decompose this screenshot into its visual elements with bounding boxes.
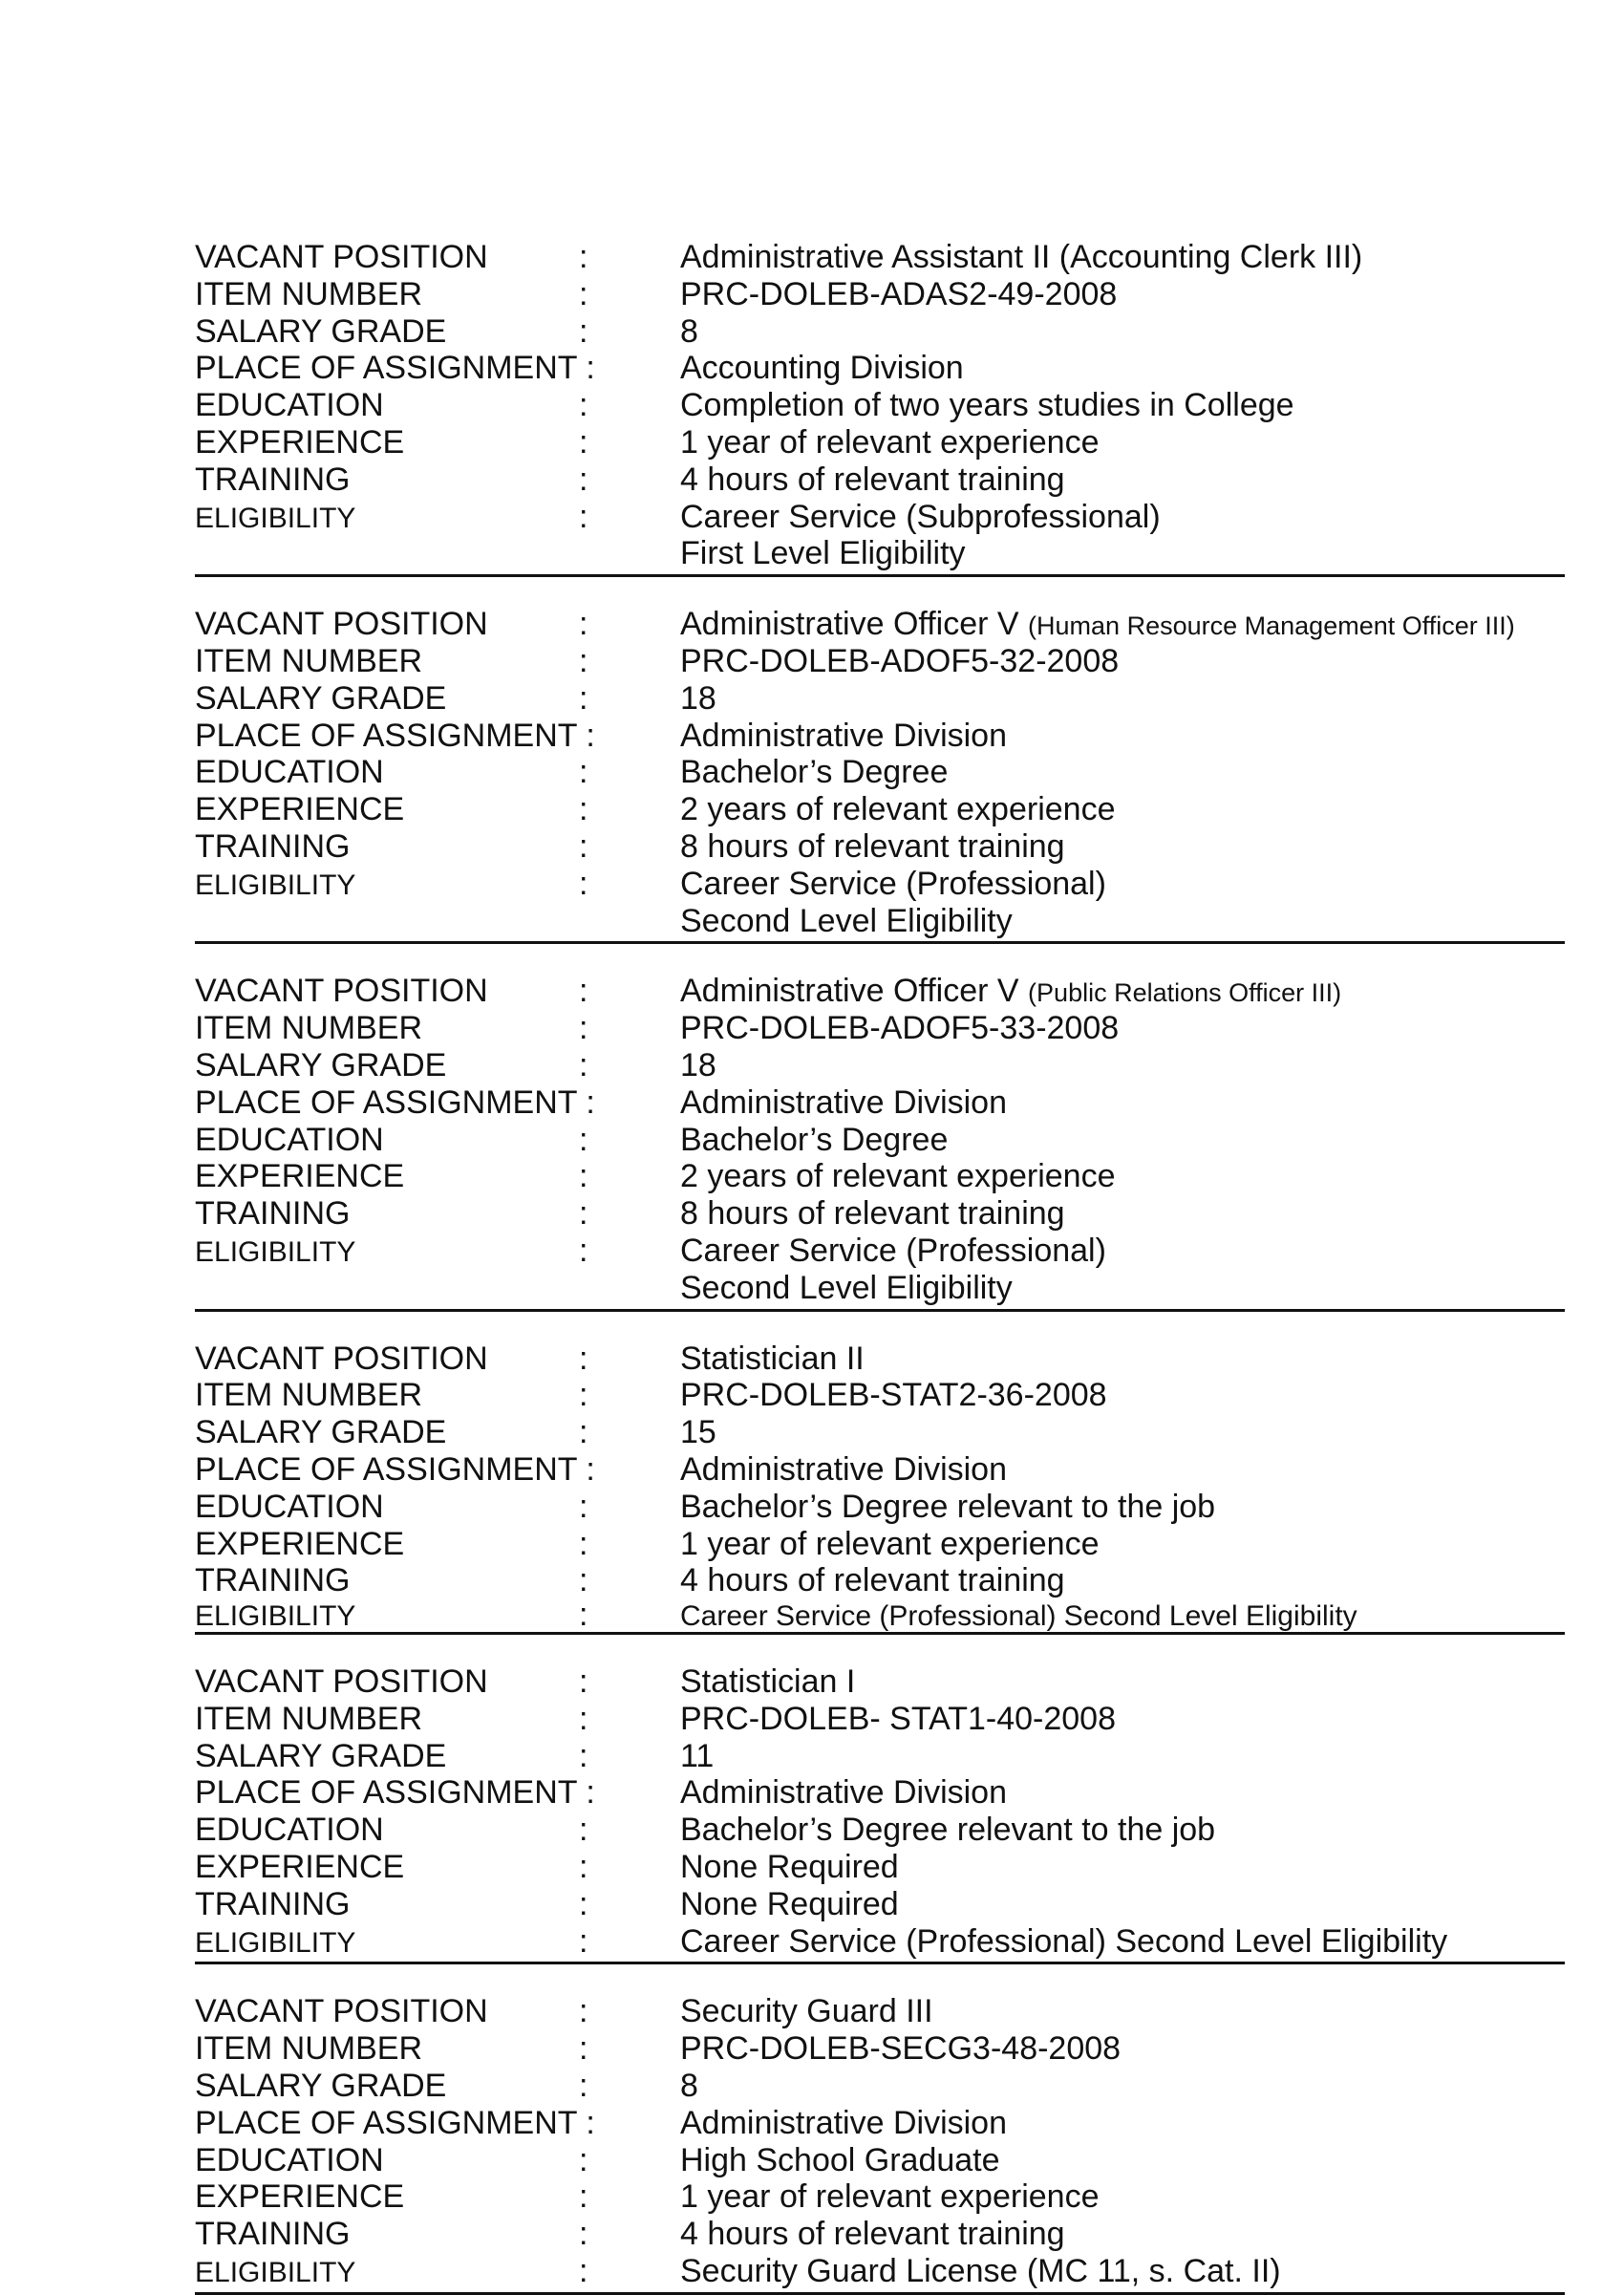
item-number-value: PRC-DOLEB- STAT1-40-2008 [680, 1700, 1116, 1737]
experience-value: 2 years of relevant experience [680, 791, 1116, 828]
vacancy-block [195, 239, 1565, 577]
training-label: TRAINING [195, 461, 351, 498]
education-label: EDUCATION [195, 387, 384, 424]
experience-value: 1 year of relevant experience [680, 423, 1100, 461]
separator: : [579, 387, 588, 424]
place-of-assignment-value: Administrative Division [680, 1774, 1007, 1812]
education-row [195, 387, 1565, 424]
separator: : [579, 1700, 588, 1737]
separator: : [579, 973, 588, 1010]
education-row [195, 1489, 1565, 1526]
training-value: 4 hours of relevant training [680, 1562, 1065, 1599]
place-of-assignment-value: Administrative Division [680, 1450, 1007, 1488]
salary-grade-row [195, 680, 1565, 718]
salary-grade-row [195, 1047, 1565, 1084]
education-row [195, 754, 1565, 791]
item-number-row [195, 2030, 1565, 2068]
item-number-value: PRC-DOLEB-ADOF5-33-2008 [680, 1010, 1120, 1047]
separator: : [579, 1562, 588, 1599]
place-of-assignment-label: PLACE OF ASSIGNMENT : [195, 2104, 595, 2141]
training-label: TRAINING [195, 2216, 351, 2253]
separator: : [579, 1525, 588, 1562]
salary-grade-value: 18 [680, 679, 716, 717]
vacant-position-label: VACANT POSITION [195, 1663, 488, 1701]
separator: : [579, 423, 588, 461]
salary-grade-value: 8 [680, 312, 698, 350]
eligibility-row [195, 2253, 1565, 2290]
eligibility-value-2: Second Level Eligibility [680, 902, 1013, 939]
vacancy-block [195, 1993, 1565, 2294]
vacant-position-label: VACANT POSITION [195, 606, 488, 643]
training-label: TRAINING [195, 1195, 351, 1233]
training-row [195, 1886, 1565, 1923]
place-of-assignment-row [195, 1451, 1565, 1489]
salary-grade-label: SALARY GRADE [195, 679, 447, 717]
eligibility-label: ELIGIBILITY [195, 869, 356, 901]
separator: : [579, 679, 588, 717]
eligibility-value-2: First Level Eligibility [680, 535, 966, 572]
item-number-row [195, 1010, 1565, 1047]
eligibility-row [195, 1597, 1565, 1634]
experience-row [195, 1849, 1565, 1886]
separator: : [579, 1993, 588, 2030]
eligibility-continuation-row [195, 1270, 1565, 1307]
experience-label: EXPERIENCE [195, 2178, 405, 2216]
training-label: TRAINING [195, 1562, 351, 1599]
eligibility-label: ELIGIBILITY [195, 2257, 356, 2289]
eligibility-value: Career Service (Professional) Second Level Eligibility [680, 1922, 1448, 1960]
training-row [195, 1195, 1565, 1233]
position-title: Administrative Officer V [680, 606, 1019, 643]
experience-label: EXPERIENCE [195, 1158, 405, 1195]
training-label: TRAINING [195, 1885, 351, 1922]
position-title: Statistician I [680, 1663, 856, 1701]
separator: : [579, 606, 588, 643]
experience-row [195, 2178, 1565, 2216]
eligibility-row [195, 1923, 1565, 1961]
place-of-assignment-label: PLACE OF ASSIGNMENT : [195, 1450, 595, 1488]
education-value: Bachelor’s Degree [680, 754, 949, 791]
eligibility-value: Career Service (Subprofessional) [680, 498, 1161, 535]
vacant-position-label: VACANT POSITION [195, 1340, 488, 1377]
item-number-label: ITEM NUMBER [195, 642, 422, 679]
vacancy-list [195, 239, 1565, 2295]
item-number-value: PRC-DOLEB-STAT2-36-2008 [680, 1377, 1107, 1414]
vacant-position-row [195, 606, 1565, 643]
training-value: None Required [680, 1885, 899, 1922]
vacant-position-value [680, 973, 1565, 1012]
vacancy-block [195, 973, 1565, 1311]
eligibility-value: Career Service (Professional) Second Level Eligibility [680, 1600, 1357, 1633]
training-value: 8 hours of relevant training [680, 1195, 1065, 1233]
separator: : [579, 498, 588, 535]
eligibility-label: ELIGIBILITY [195, 1926, 356, 1959]
item-number-row [195, 276, 1565, 313]
separator: : [579, 791, 588, 828]
place-of-assignment-value: Accounting Division [680, 350, 964, 387]
vacancy-block [195, 1663, 1565, 1964]
experience-row [195, 1526, 1565, 1563]
education-value: Bachelor’s Degree [680, 1121, 949, 1158]
education-row [195, 1812, 1565, 1849]
vacant-position-value [680, 1993, 1565, 2030]
separator: : [579, 1849, 588, 1886]
eligibility-value: Career Service (Professional) [680, 1232, 1106, 1269]
vacant-position-row [195, 973, 1565, 1010]
salary-grade-label: SALARY GRADE [195, 1046, 447, 1083]
eligibility-value-2: Second Level Eligibility [680, 1269, 1013, 1306]
separator: : [579, 1010, 588, 1047]
training-value: 4 hours of relevant training [680, 2216, 1065, 2253]
salary-grade-label: SALARY GRADE [195, 1414, 447, 1451]
separator: : [579, 1377, 588, 1414]
experience-label: EXPERIENCE [195, 423, 405, 461]
experience-label: EXPERIENCE [195, 791, 405, 828]
eligibility-row [195, 866, 1565, 903]
vacant-position-value [680, 1341, 1565, 1378]
separator: : [579, 1414, 588, 1451]
separator: : [579, 2068, 588, 2105]
vacant-position-row [195, 1993, 1565, 2030]
item-number-label: ITEM NUMBER [195, 2030, 422, 2068]
education-label: EDUCATION [195, 1121, 384, 1158]
position-title: Administrative Assistant II (Accounting Clerk III) [680, 239, 1363, 275]
experience-row [195, 791, 1565, 828]
place-of-assignment-row [195, 350, 1565, 387]
salary-grade-value: 18 [680, 1046, 716, 1083]
experience-label: EXPERIENCE [195, 1525, 405, 1562]
item-number-label: ITEM NUMBER [195, 275, 422, 312]
vacant-position-value [680, 1663, 1565, 1701]
experience-label: EXPERIENCE [195, 1849, 405, 1886]
position-title: Administrative Officer V [680, 973, 1019, 1010]
position-title-note: (Human Resource Management Officer III) [1028, 611, 1515, 641]
place-of-assignment-row [195, 1084, 1565, 1122]
separator: : [579, 827, 588, 865]
item-number-value: PRC-DOLEB-ADAS2-49-2008 [680, 275, 1118, 312]
eligibility-row [195, 499, 1565, 536]
separator: : [579, 1922, 588, 1960]
training-row [195, 461, 1565, 499]
eligibility-value: Career Service (Professional) [680, 865, 1106, 902]
salary-grade-label: SALARY GRADE [195, 1737, 447, 1774]
place-of-assignment-label: PLACE OF ASSIGNMENT : [195, 1774, 595, 1812]
separator: : [579, 865, 588, 902]
place-of-assignment-value: Administrative Division [680, 717, 1007, 754]
education-label: EDUCATION [195, 1812, 384, 1849]
separator: : [579, 275, 588, 312]
salary-grade-value: 8 [680, 2068, 698, 2105]
salary-grade-label: SALARY GRADE [195, 312, 447, 350]
separator: : [579, 642, 588, 679]
experience-value: 2 years of relevant experience [680, 1158, 1116, 1195]
separator: : [579, 461, 588, 498]
place-of-assignment-value: Administrative Division [680, 1083, 1007, 1121]
place-of-assignment-value: Administrative Division [680, 2104, 1007, 2141]
separator: : [579, 1488, 588, 1525]
separator: : [579, 1812, 588, 1849]
separator: : [579, 312, 588, 350]
separator: : [579, 1737, 588, 1774]
salary-grade-row [195, 1414, 1565, 1451]
education-value: High School Graduate [680, 2141, 1000, 2178]
training-label: TRAINING [195, 827, 351, 865]
education-value: Completion of two years studies in College [680, 387, 1294, 424]
eligibility-continuation-row [195, 535, 1565, 572]
position-title-note: (Public Relations Officer III) [1028, 978, 1342, 1008]
training-row [195, 828, 1565, 866]
vacant-position-label: VACANT POSITION [195, 239, 488, 275]
item-number-label: ITEM NUMBER [195, 1010, 422, 1047]
item-number-value: PRC-DOLEB-ADOF5-32-2008 [680, 642, 1120, 679]
education-value: Bachelor’s Degree relevant to the job [680, 1488, 1216, 1525]
vacant-position-label: VACANT POSITION [195, 1993, 488, 2030]
separator: : [579, 239, 588, 275]
separator: : [579, 1340, 588, 1377]
training-value: 8 hours of relevant training [680, 827, 1065, 865]
separator: : [579, 2141, 588, 2178]
separator: : [579, 754, 588, 791]
position-title: Security Guard III [680, 1993, 933, 2030]
vacant-position-row [195, 1341, 1565, 1378]
separator: : [579, 1597, 588, 1634]
separator: : [579, 2030, 588, 2068]
vacant-position-row [195, 1663, 1565, 1701]
separator: : [579, 1232, 588, 1269]
salary-grade-row [195, 313, 1565, 351]
eligibility-label: ELIGIBILITY [195, 1600, 356, 1633]
item-number-label: ITEM NUMBER [195, 1377, 422, 1414]
experience-row [195, 424, 1565, 461]
item-number-label: ITEM NUMBER [195, 1700, 422, 1737]
item-number-row [195, 1701, 1565, 1738]
education-row [195, 1122, 1565, 1159]
item-number-row [195, 643, 1565, 680]
training-row [195, 2216, 1565, 2253]
vacant-position-value [680, 606, 1565, 645]
training-value: 4 hours of relevant training [680, 461, 1065, 498]
experience-row [195, 1158, 1565, 1195]
experience-value: 1 year of relevant experience [680, 2178, 1100, 2216]
item-number-row [195, 1377, 1565, 1414]
vacancy-block [195, 1341, 1565, 1636]
eligibility-label: ELIGIBILITY [195, 1235, 356, 1268]
experience-value: 1 year of relevant experience [680, 1525, 1100, 1562]
separator: : [579, 1121, 588, 1158]
separator: : [579, 1195, 588, 1233]
vacant-position-label: VACANT POSITION [195, 973, 488, 1010]
place-of-assignment-row [195, 2105, 1565, 2142]
training-row [195, 1562, 1565, 1599]
place-of-assignment-label: PLACE OF ASSIGNMENT : [195, 1083, 595, 1121]
eligibility-continuation-row [195, 903, 1565, 940]
education-label: EDUCATION [195, 754, 384, 791]
eligibility-row [195, 1233, 1565, 1270]
salary-grade-value: 15 [680, 1414, 716, 1451]
item-number-value: PRC-DOLEB-SECG3-48-2008 [680, 2030, 1122, 2068]
education-label: EDUCATION [195, 2141, 384, 2178]
salary-grade-label: SALARY GRADE [195, 2068, 447, 2105]
separator: : [579, 1158, 588, 1195]
vacant-position-value [680, 239, 1565, 276]
position-title: Statistician II [680, 1340, 865, 1377]
separator: : [579, 1663, 588, 1701]
eligibility-label: ELIGIBILITY [195, 502, 356, 534]
experience-value: None Required [680, 1849, 899, 1886]
separator: : [579, 2216, 588, 2253]
separator: : [579, 2178, 588, 2216]
salary-grade-row [195, 1738, 1565, 1775]
place-of-assignment-row [195, 718, 1565, 755]
education-label: EDUCATION [195, 1488, 384, 1525]
separator: : [579, 1046, 588, 1083]
place-of-assignment-row [195, 1774, 1565, 1812]
place-of-assignment-label: PLACE OF ASSIGNMENT : [195, 717, 595, 754]
education-value: Bachelor’s Degree relevant to the job [680, 1812, 1216, 1849]
separator: : [579, 2253, 588, 2290]
eligibility-value: Security Guard License (MC 11, s. Cat. II) [680, 2253, 1281, 2290]
salary-grade-value: 11 [680, 1737, 715, 1774]
separator: : [579, 1885, 588, 1922]
vacancy-block [195, 606, 1565, 944]
education-row [195, 2142, 1565, 2179]
place-of-assignment-label: PLACE OF ASSIGNMENT : [195, 350, 595, 387]
salary-grade-row [195, 2068, 1565, 2105]
vacant-position-row [195, 239, 1565, 276]
